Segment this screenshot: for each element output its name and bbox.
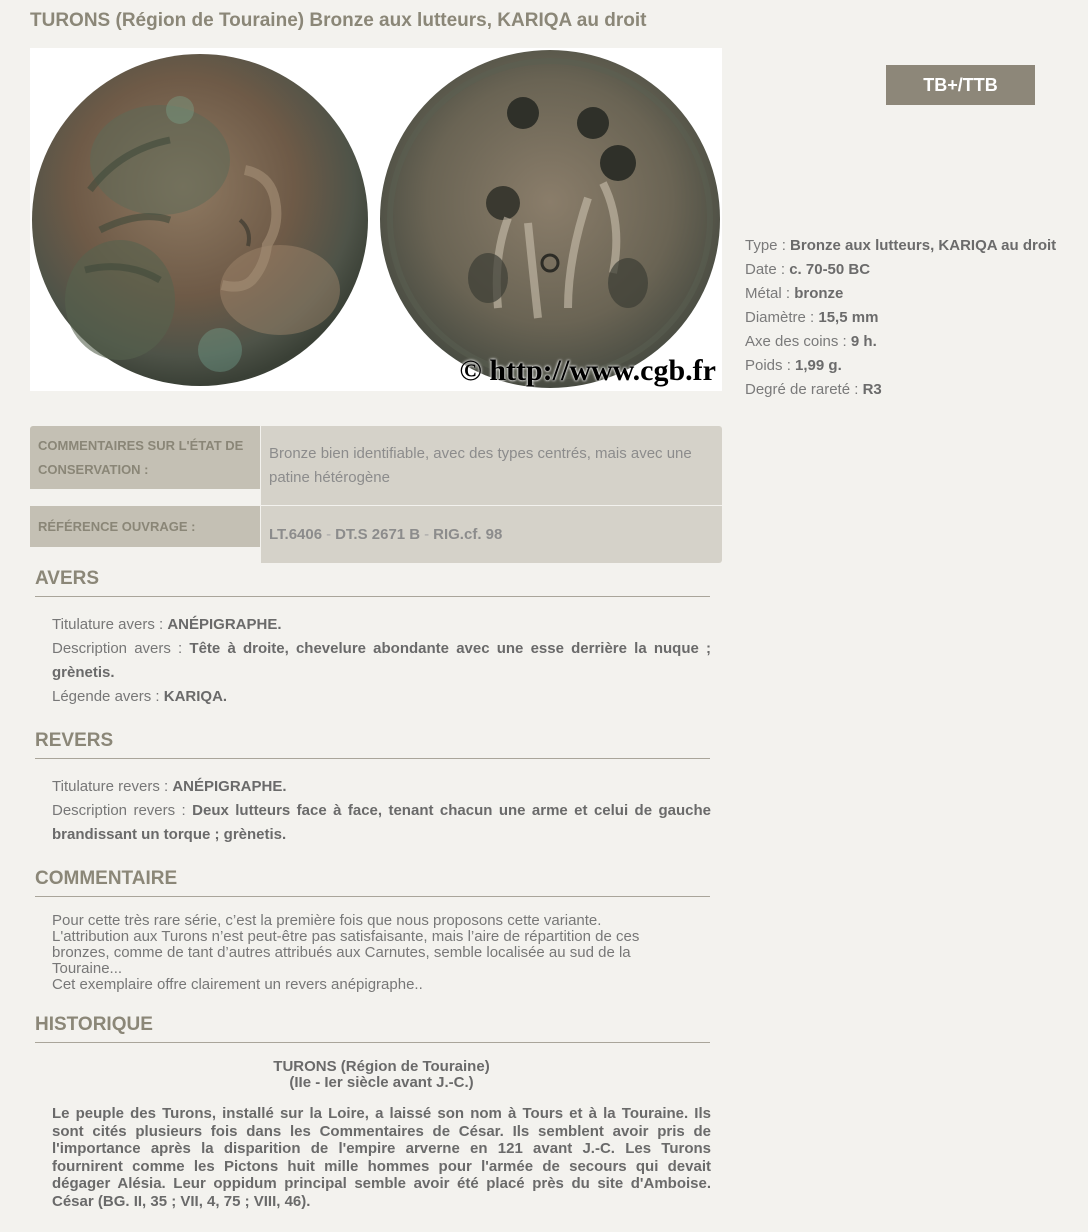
spec-row-rarity: Degré de rareté : R3 [745, 381, 882, 398]
spec-value: 15,5 mm [818, 309, 879, 326]
reference-table [30, 426, 722, 563]
spec-label: Poids [745, 357, 783, 374]
avers-body [52, 613, 711, 709]
conservation-row [30, 426, 722, 505]
spec-value: Bronze aux lutteurs, KARIQA au droit [790, 237, 1057, 254]
spec-row-axis: Axe des coins : 9 h. [745, 333, 877, 350]
historique-subheading: (IIe - Ier siècle avant J.-C.) [289, 1074, 474, 1091]
commentaire-body [52, 913, 711, 993]
section-title-historique: HISTORIQUE [35, 1014, 710, 1043]
coin-reverse-image [378, 48, 722, 391]
avers-description: Description avers : Tête à droite, chevelure abondante avec une esse derrière la nuque ; grènetis. [52, 640, 712, 681]
grade-button[interactable]: TB+/TTB [886, 65, 1035, 105]
comment-line: Pour cette très rare série, c’est la première fois que nous proposons cette variante. [52, 912, 602, 929]
coin-obverse-image [30, 50, 370, 390]
spec-row-type: Type : Bronze aux lutteurs, KARIQA au droit [745, 237, 1057, 254]
avers-legende: Légende avers : KARIQA. [52, 688, 228, 705]
spec-label: Axe des coins [745, 333, 839, 350]
conservation-value: Bronze bien identifiable, avec des types centrés, mais avec une patine hétérogène [260, 426, 722, 505]
comment-line: bronzes, comme de tant d’autres attribués aux Carnutes, semble localisée au sud de la [52, 944, 631, 961]
comment-line: L'attribution aux Turons n’est peut-être pas satisfaisante, mais l’aire de répartition de ces [52, 928, 640, 945]
spec-label: Diamètre [745, 309, 806, 326]
spec-row-metal: Métal : bronze [745, 285, 844, 302]
section-title-revers: REVERS [35, 730, 710, 759]
spec-label: Métal [745, 285, 782, 302]
spec-row-weight: Poids : 1,99 g. [745, 357, 842, 374]
comment-line: Touraine... [52, 960, 123, 977]
historique-text: Le peuple des Turons, installé sur la Loire, a laissé son nom à Tours et à la Touraine. Ils sont cités plusieurs fois dans les Commentaires de César. Ils semblent avoir pris de l'importance après la disparition de l'empire arverne en 121 avant J.-C. Les Turons fournirent comme les Pictons huit mille hommes pour l'armée de secours qui devait dégager Alésia. Leur oppidum principal semble avoir été placé près du site d'Amboise. César (BG. II, 35 ; VII, 4, 75 ; VIII, 46). [52, 1105, 711, 1210]
page-title: TURONS (Région de Touraine) Bronze aux lutteurs, KARIQA au droit [30, 10, 647, 31]
spec-value: 1,99 g. [795, 357, 842, 374]
reference-row [30, 505, 722, 563]
spec-label: Degré de rareté [745, 381, 851, 398]
spec-row-date: Date : c. 70-50 BC [745, 261, 871, 278]
specs-list [745, 234, 1085, 402]
revers-description: Description revers : Deux lutteurs face à face, tenant chacun une arme et celui de gauche brandissant un torque ; grènetis. [52, 802, 711, 843]
spec-label: Type [745, 237, 778, 254]
spec-label: Date [745, 261, 777, 278]
reference-label: RÉFÉRENCE OUVRAGE : [30, 506, 260, 547]
revers-titulature: Titulature revers : ANÉPIGRAPHE. [52, 778, 287, 795]
reference-item: LT.6406 [269, 525, 323, 543]
comment-line: Cet exemplaire offre clairement un revers anépigraphe.. [52, 976, 423, 993]
spec-value: c. 70-50 BC [789, 261, 871, 278]
spec-row-diameter: Diamètre : 15,5 mm [745, 309, 879, 326]
historique-body [52, 1059, 711, 1210]
reference-item: RIG.cf. 98 [433, 525, 503, 543]
spec-value: 9 h. [850, 333, 877, 350]
conservation-label: COMMENTAIRES SUR L'ÉTAT DE CONSERVATION : [30, 426, 260, 489]
coin-photo[interactable] [30, 48, 722, 391]
reference-item: DT.S 2671 B [335, 525, 421, 543]
spec-value: R3 [862, 381, 882, 398]
spec-value: bronze [794, 285, 844, 302]
reference-value: LT.6406 - DT.S 2671 B - RIG.cf. 98 [260, 506, 722, 563]
copyright-watermark: © http://www.cgb.fr [459, 354, 716, 387]
section-title-commentaire: COMMENTAIRE [35, 868, 710, 897]
revers-body [52, 775, 711, 847]
historique-heading: TURONS (Région de Touraine) [273, 1058, 490, 1075]
section-title-avers: AVERS [35, 568, 710, 597]
avers-titulature: Titulature avers : ANÉPIGRAPHE. [52, 616, 282, 633]
